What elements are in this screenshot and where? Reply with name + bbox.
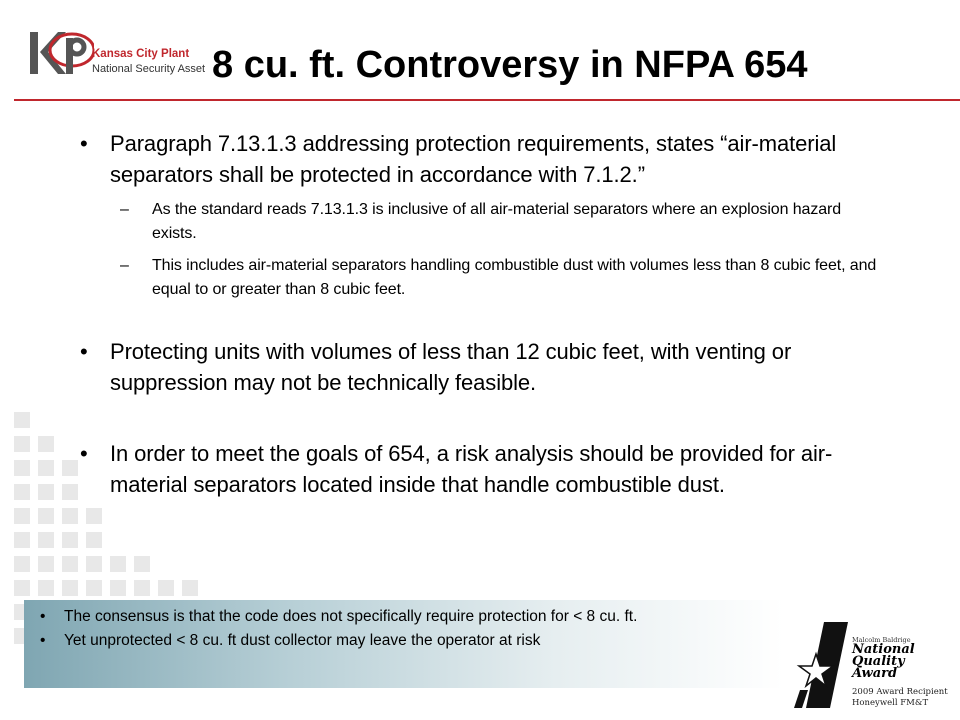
callout-list: [34, 606, 770, 651]
slide-title: 8 cu. ft. Controversy in NFPA 654: [212, 44, 808, 86]
sub-bullet-dash: –: [120, 201, 129, 218]
kcp-logo: [14, 20, 214, 92]
sub-bullet-text: As the standard reads 7.13.1.3 is inclusive of all air-material separators where an explosion hazard exists.: [152, 201, 842, 242]
award-line-national-quality: National Quality Award: [852, 642, 915, 681]
bullet-list: [80, 128, 880, 500]
sub-bullet: [110, 254, 880, 302]
bullet-feasibility: [80, 336, 880, 398]
kcp-logo-mark-icon: [14, 20, 94, 92]
consensus-callout: [24, 600, 784, 688]
award-line-baldrige: Malcolm Baldrige: [852, 636, 911, 644]
bullet-text: In order to meet the goals of 654, a risk analysis should be provided for air-material separators located inside that handle combustible dust.: [110, 441, 833, 497]
award-line-recipient: 2009 Award Recipient: [852, 687, 948, 697]
sub-bullet: [110, 198, 880, 246]
award-line-honeywell: Honeywell FM&T: [852, 698, 929, 708]
sub-bullet-dash: –: [120, 257, 129, 274]
logo-name: Kansas City Plant: [92, 48, 190, 60]
sub-bullet-list: [110, 198, 880, 302]
logo-tagline: National Security Asset: [92, 63, 206, 75]
baldrige-award-badge: [790, 620, 950, 712]
sub-bullet-text: This includes air-material separators handling combustible dust with volumes less than 8 cubic feet, and equal to or greater than 8 cubic feet.: [152, 257, 877, 298]
bullet-text: Protecting units with volumes of less than 12 cubic feet, with venting or suppression may not be technically feasible.: [110, 339, 792, 395]
callout-item: • Yet unprotected < 8 cu. ft dust collector may leave the operator at risk: [34, 630, 770, 651]
bullet-paragraph-7-13-1-3: [80, 128, 880, 302]
title-divider: [14, 99, 960, 101]
bullet-risk-analysis: [80, 438, 880, 500]
callout-item: • The consensus is that the code does not specifically require protection for < 8 cu. ft.: [34, 606, 770, 627]
award-star-icon: [790, 620, 850, 710]
bullet-text: Paragraph 7.13.1.3 addressing protection requirements, states “air-material separators shall be protected in accordance with 7.1.2.”: [110, 131, 837, 187]
